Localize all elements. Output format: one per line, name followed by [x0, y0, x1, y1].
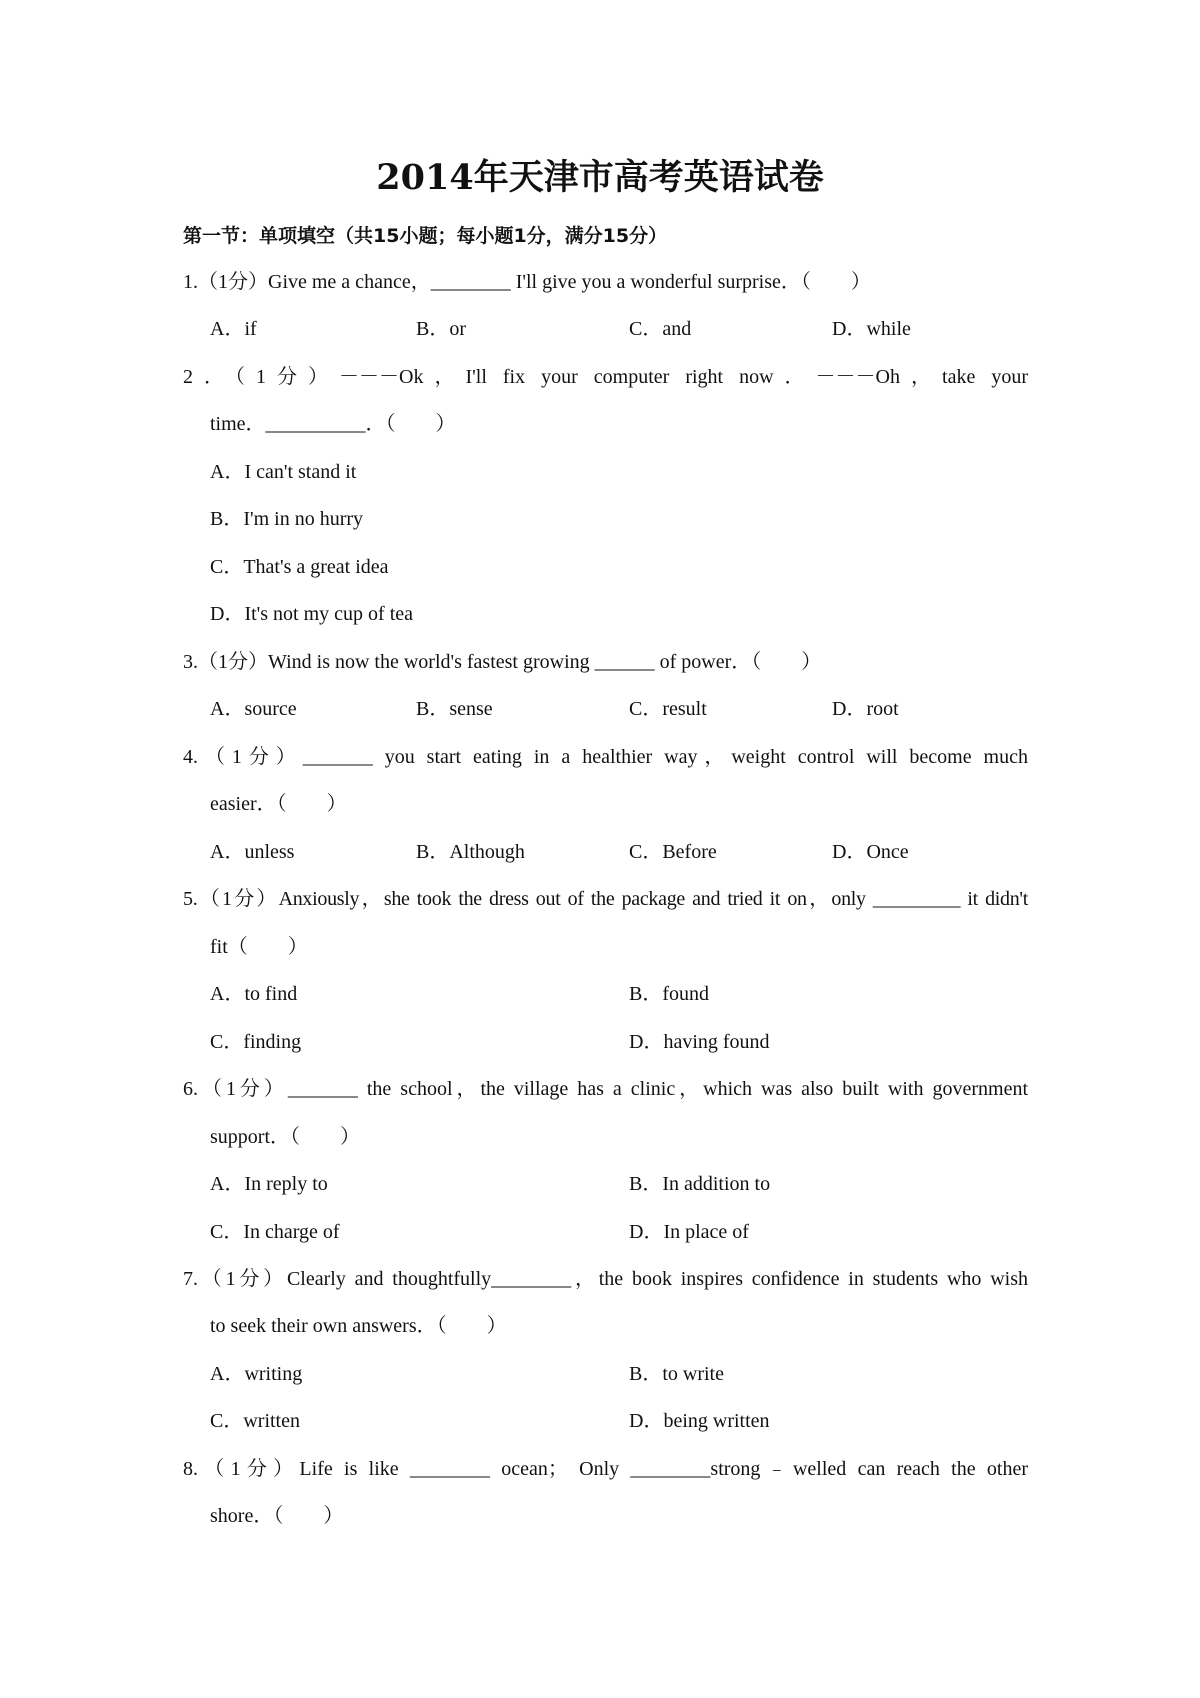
q3-option-b: B．sense	[416, 698, 493, 720]
q7-option-a: A．writing	[210, 1363, 303, 1385]
question-5-stem-cont: fit（ ）	[210, 936, 308, 958]
q7-option-c: C．written	[210, 1410, 300, 1432]
question-2-stem-cont: time．__________．（ ）	[210, 413, 456, 435]
question-5-stem: 5.（1分）Anxiously，she took the dress out of the package and tried it on，only _________ it didn't	[183, 888, 1028, 910]
q6-option-a: A．In reply to	[210, 1173, 328, 1195]
q4-option-a: A．unless	[210, 841, 295, 863]
q1-option-a: A．if	[210, 318, 257, 340]
q6-option-d: D．In place of	[629, 1221, 749, 1243]
q3-option-d: D．root	[832, 698, 899, 720]
question-3-stem: 3.（1分）Wind is now the world's fastest growing ______ of power．（ ）	[183, 651, 822, 673]
question-8-stem-cont: shore．（ ）	[210, 1505, 344, 1527]
q3-option-c: C．result	[629, 698, 707, 720]
q6-option-b: B．In addition to	[629, 1173, 771, 1195]
q4-option-b: B．Although	[416, 841, 525, 863]
q4-option-c: C．Before	[629, 841, 717, 863]
q5-option-b: B．found	[629, 983, 709, 1005]
q3-option-a: A．source	[210, 698, 297, 720]
q5-option-c: C．finding	[210, 1031, 302, 1053]
question-4-stem: 4.（1分）_______ you start eating in a healthier way，weight control will become much	[183, 746, 1028, 768]
q7-option-d: D．being written	[629, 1410, 770, 1432]
q1-option-b: B．or	[416, 318, 466, 340]
q5-option-a: A．to find	[210, 983, 298, 1005]
exam-title: 2014年天津市高考英语试卷	[376, 157, 824, 198]
q1-option-d: D．while	[832, 318, 911, 340]
question-4-stem-cont: easier．（ ）	[210, 793, 347, 815]
question-6-stem-cont: support．（ ）	[210, 1126, 360, 1148]
q7-option-b: B．to write	[629, 1363, 724, 1385]
q2-option-d: D．It's not my cup of tea	[210, 603, 414, 625]
question-2-stem: 2．（1分）－－－Ok，I'll fix your computer right now．－－－Oh，take your	[183, 366, 1028, 388]
question-7-stem: 7.（1分）Clearly and thoughtfully________，the book inspires confidence in students who wish	[183, 1268, 1028, 1290]
question-7-stem-cont: to seek their own answers．（ ）	[210, 1315, 507, 1337]
question-1-stem: 1.（1分）Give me a chance，________ I'll give you a wonderful surprise．（ ）	[183, 271, 871, 293]
q1-option-c: C．and	[629, 318, 692, 340]
q5-option-d: D．having found	[629, 1031, 770, 1053]
q4-option-d: D．Once	[832, 841, 909, 863]
q2-option-c: C．That's a great idea	[210, 556, 389, 578]
question-6-stem: 6.（1分）_______ the school，the village has a clinic，which was also built with government	[183, 1078, 1028, 1100]
q2-option-b: B．I'm in no hurry	[210, 508, 364, 530]
section-heading: 第一节：单项填空（共15小题；每小题1分，满分15分）	[183, 225, 668, 247]
question-8-stem: 8.（1分）Life is like ________ ocean； Only ________strong﹣welled can reach the other	[183, 1458, 1028, 1480]
q6-option-c: C．In charge of	[210, 1221, 340, 1243]
q2-option-a: A．I can't stand it	[210, 461, 357, 483]
